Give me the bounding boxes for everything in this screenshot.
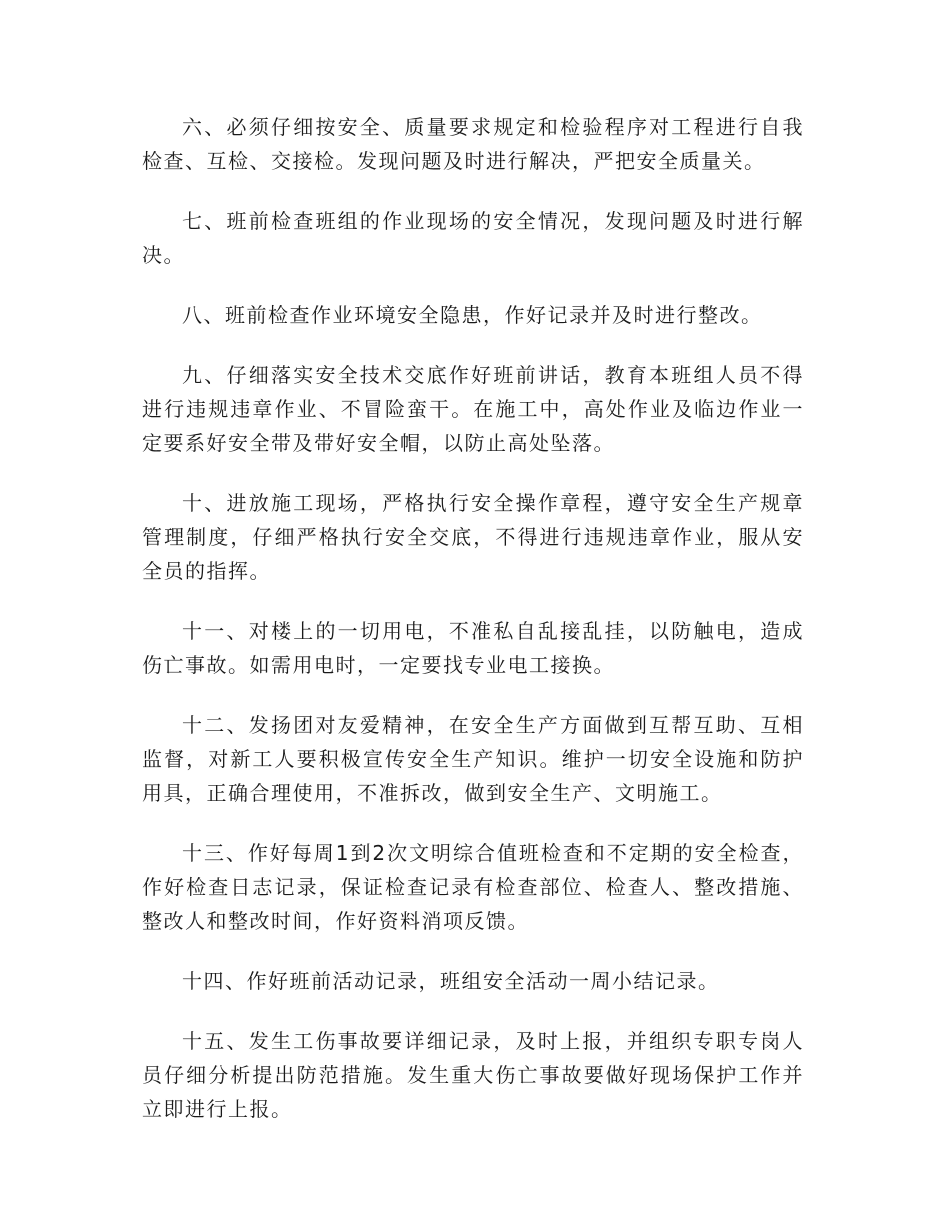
paragraph-6: 六、必须仔细按安全、质量要求规定和检验程序对工程进行自我检查、互检、交接检。发现问题及时进行解决，严把安全质量关。 bbox=[142, 115, 804, 173]
paragraph-9: 九、仔细落实安全技术交底作好班前讲话，教育本班组人员不得进行违规违章作业、不冒险蛮干。在施工中，高处作业及临边作业一定要系好安全带及带好安全帽，以防止高处坠落。 bbox=[142, 363, 804, 455]
paragraph-8: 八、班前检查作业环境安全隐患，作好记录并及时进行整改。 bbox=[182, 303, 763, 327]
paragraph-14: 十四、作好班前活动记录，班组安全活动一周小结记录。 bbox=[182, 969, 720, 993]
document-body bbox=[142, 110, 804, 1152]
paragraph-7: 七、班前检查班组的作业现场的安全情况，发现问题及时进行解决。 bbox=[142, 209, 804, 267]
paragraph-13: 十三、作好每周1到2次文明综合值班检查和不定期的安全检查，作好检查日志记录，保证检查记录有检查部位、检查人、整改措施、整改人和整改时间，作好资料消项反馈。 bbox=[142, 841, 804, 933]
paragraph-10: 十、进放施工现场，严格执行安全操作章程，遵守安全生产规章管理制度，仔细严格执行安全交底，不得进行违规违章作业，服从安全员的指挥。 bbox=[142, 491, 804, 583]
paragraph-12: 十二、发扬团对友爱精神，在安全生产方面做到互帮互助、互相监督，对新工人要积极宣传安全生产知识。维护一切安全设施和防护用具，正确合理使用，不准拆改，做到安全生产、文明施工。 bbox=[142, 713, 804, 805]
paragraph-11: 十一、对楼上的一切用电，不准私自乱接乱挂，以防触电，造成伤亡事故。如需用电时，一定要找专业电工接换。 bbox=[142, 619, 804, 677]
paragraph-15: 十五、发生工伤事故要详细记录，及时上报，并组织专职专岗人员仔细分析提出防范措施。发生重大伤亡事故要做好现场保护工作并立即进行上报。 bbox=[142, 1029, 804, 1121]
